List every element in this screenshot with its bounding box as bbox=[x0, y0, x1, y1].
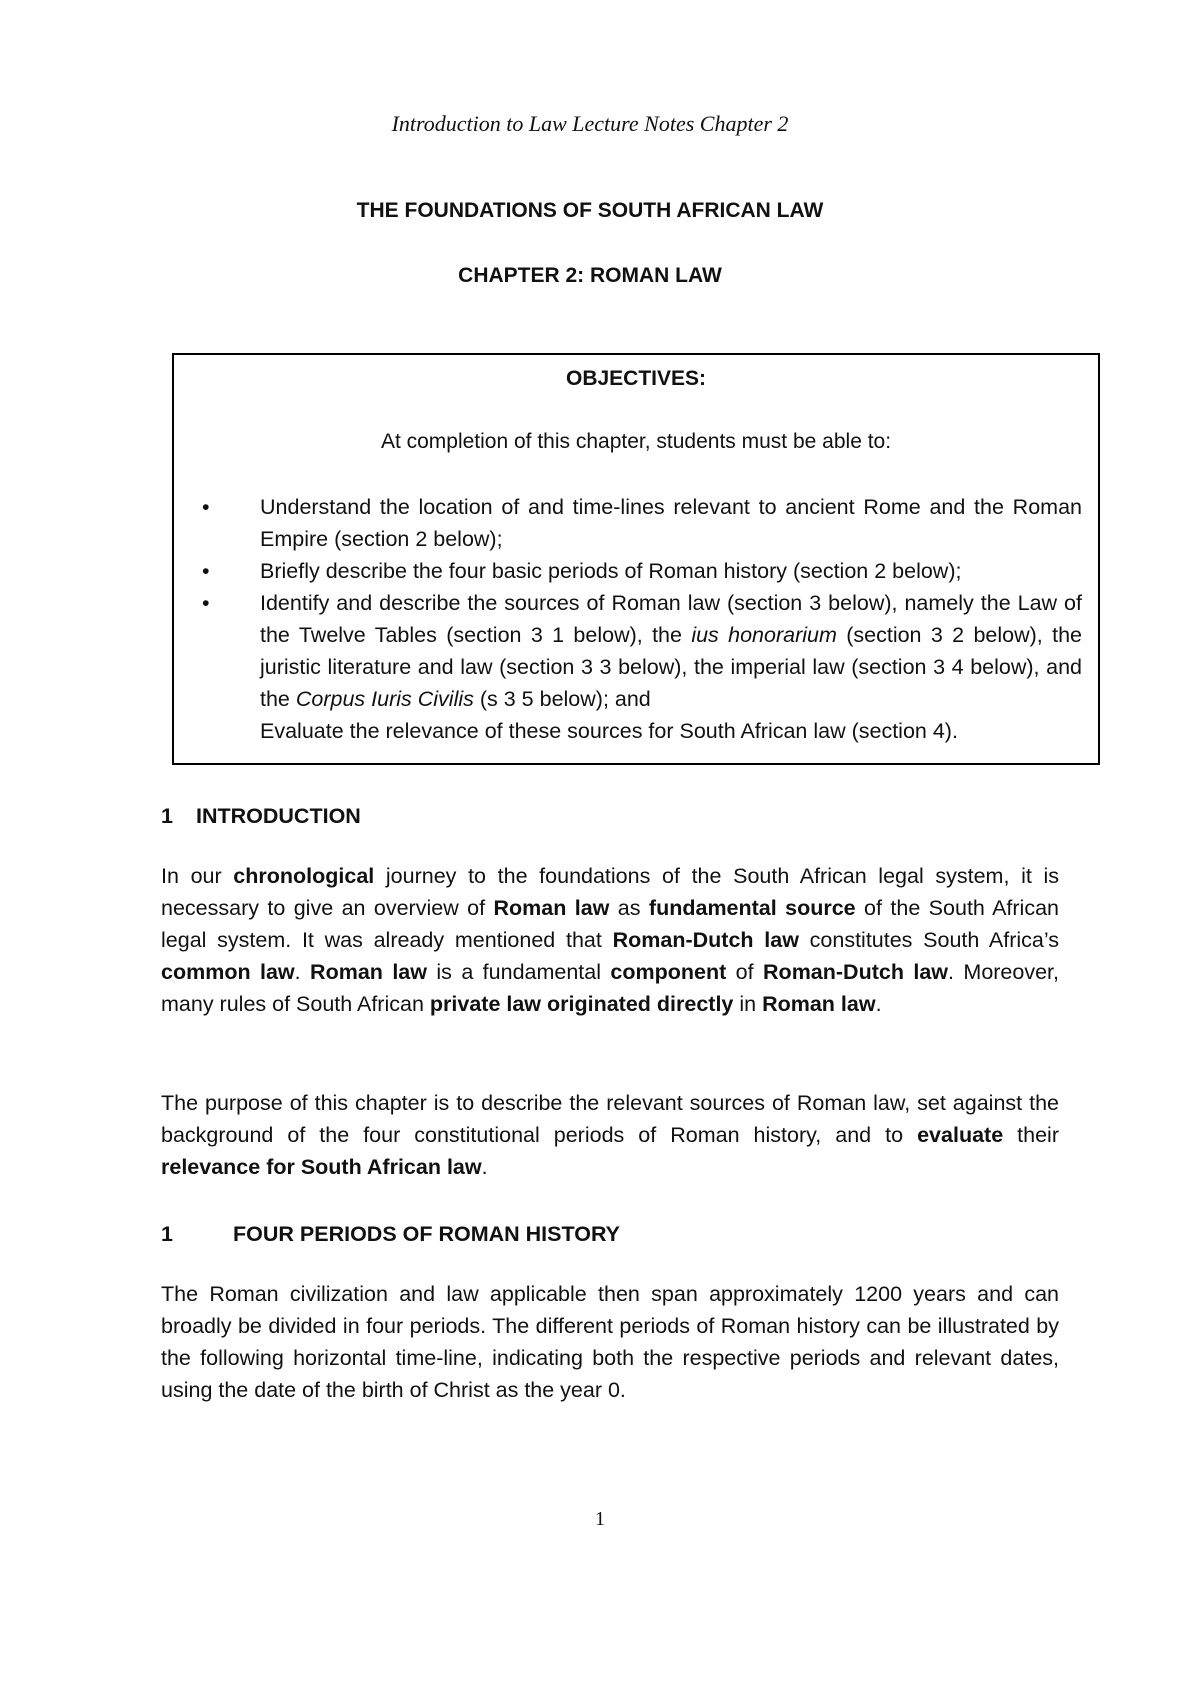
objectives-intro: At completion of this chapter, students must be able to: bbox=[380, 430, 892, 453]
objectives-heading: OBJECTIVES: bbox=[565, 367, 707, 390]
bullet: • bbox=[202, 591, 210, 615]
objective-text: Understand the location of and time-lines relevant to ancient Rome and the Roman Empire (section 2 below); bbox=[260, 495, 1082, 551]
running-header: Introduction to Law Lecture Notes Chapter 2 bbox=[391, 111, 789, 136]
document-title: THE FOUNDATIONS OF SOUTH AFRICAN LAW bbox=[356, 199, 824, 222]
section-number: 1 bbox=[161, 804, 173, 828]
objective-item bbox=[174, 587, 1098, 715]
objective-text: Briefly describe the four basic periods of Roman history (section 2 below); bbox=[260, 559, 962, 583]
intro-paragraph-2: The purpose of this chapter is to describe the relevant sources of Roman law, set against the background of the four constitutional periods of Roman history, and to evaluate their relevance for South African law. bbox=[161, 1091, 1059, 1179]
chapter-title: CHAPTER 2: ROMAN LAW bbox=[458, 264, 722, 287]
section-heading: INTRODUCTION bbox=[196, 804, 361, 828]
objective-text: Evaluate the relevance of these sources for South African law (section 4). bbox=[260, 719, 958, 743]
bullet: • bbox=[202, 495, 210, 519]
objectives-list bbox=[174, 491, 1098, 747]
objective-text: Identify and describe the sources of Roman law (section 3 below), namely the Law of the Twelve Tables (section 3 1 below), the ius honorarium (section 3 2 below), the juristic literature and law (section 3 3 below), the imperial law (section 3 4 below), and the Corpus Iuris Civilis (s 3 5 below); and bbox=[260, 591, 1082, 711]
objective-item bbox=[174, 555, 1098, 587]
objective-item bbox=[174, 715, 1098, 747]
section-heading: FOUR PERIODS OF ROMAN HISTORY bbox=[233, 1222, 621, 1246]
section-number: 1 bbox=[161, 1222, 173, 1246]
objective-item bbox=[174, 491, 1098, 555]
periods-paragraph: The Roman civilization and law applicable then span approximately 1200 years and can broadly be divided in four periods. The different periods of Roman history can be illustrated by the following horizontal time-line, indicating both the respective periods and relevant dates, using the date of the birth of Christ as the year 0. bbox=[161, 1282, 1059, 1402]
page-number: 1 bbox=[595, 1508, 605, 1530]
intro-paragraph-1: In our chronological journey to the foundations of the South African legal system, it is necessary to give an overview of Roman law as fundamental source of the South African legal system. It was already mentioned that Roman-Dutch law constitutes South Africa’s common law. Roman law is a fundamental component of Roman-Dutch law. Moreover, many rules of South African private law originated directly in Roman law. bbox=[161, 864, 1060, 1016]
objectives-box bbox=[172, 353, 1100, 765]
bullet: • bbox=[202, 559, 210, 583]
